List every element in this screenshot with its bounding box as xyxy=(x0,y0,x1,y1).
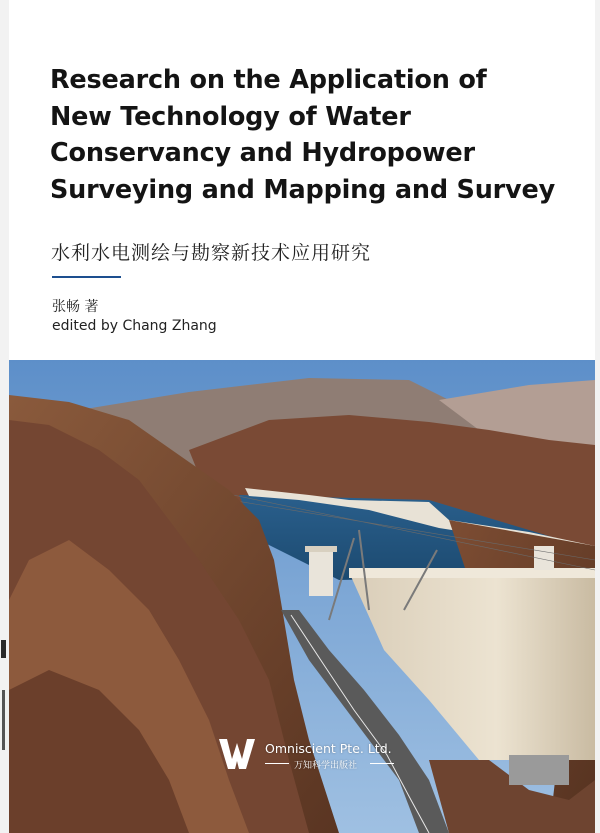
publisher-block xyxy=(218,737,418,777)
author-chinese: 张畅 著 xyxy=(52,299,99,315)
title-line: Surveying and Mapping and Survey xyxy=(50,174,555,205)
publisher-rule-right xyxy=(370,763,394,764)
publisher-name: Omniscient Pte. Ltd. xyxy=(265,741,392,756)
title-line: New Technology of Water xyxy=(50,101,411,132)
publisher-name-cn: 万知科学出版社 xyxy=(294,761,358,771)
title-line: Conservancy and Hydropower xyxy=(50,138,475,168)
book-cover xyxy=(9,0,595,833)
chinese-title: 水利水电测绘与勘察新技术应用研究 xyxy=(51,242,372,264)
publisher-rule-left xyxy=(265,763,289,764)
title-line: Research on the Application of xyxy=(50,65,487,95)
accent-rule xyxy=(52,276,121,278)
spine-edge xyxy=(0,630,9,770)
book-title xyxy=(50,62,570,208)
author-english: edited by Chang Zhang xyxy=(52,318,217,334)
w-logo-icon xyxy=(218,737,256,771)
